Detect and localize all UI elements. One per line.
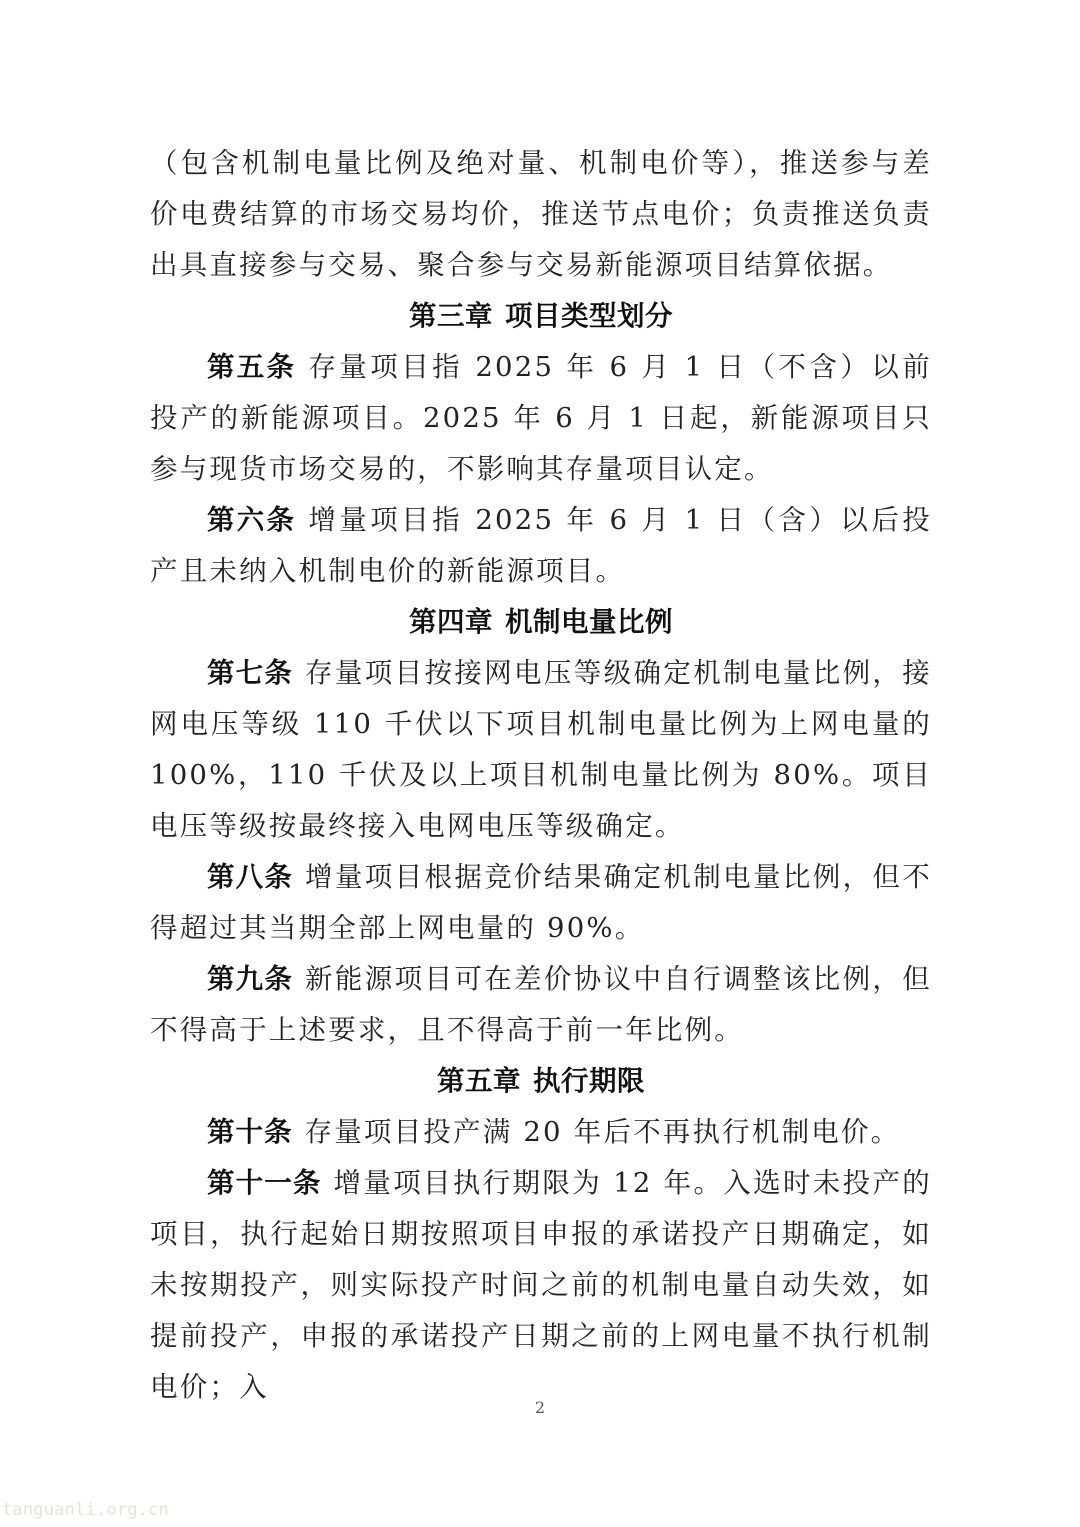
article-8 <box>150 852 932 954</box>
article-text: 存量项目投产满 20 年后不再执行机制电价。 <box>304 1116 901 1148</box>
article-10 <box>150 1107 932 1158</box>
chapter-number: 第五章 <box>437 1065 521 1097</box>
article-number: 第十条 <box>207 1116 293 1148</box>
chapter-title: 机制电量比例 <box>505 606 673 638</box>
article-number: 第七条 <box>207 657 293 689</box>
article-text: 新能源项目可在差价协议中自行调整该比例，但不得高于上述要求，且不得高于前一年比例。 <box>150 963 932 1046</box>
chapter-title: 执行期限 <box>533 1065 645 1097</box>
article-7 <box>150 648 932 852</box>
article-text: 增量项目执行期限为 12 年。入选时未投产的项目，执行起始日期按照项目申报的承诺投产日期确定，如未按期投产，则实际投产时间之前的机制电量自动失效，如提前投产，申报的承诺投产日期之前的上网电量不执行机制电价；入 <box>150 1167 933 1403</box>
article-text: 增量项目指 2025 年 6 月 1 日（含）以后投产且未纳入机制电价的新能源项目。 <box>150 504 932 587</box>
article-number: 第六条 <box>207 504 297 536</box>
article-text: 存量项目指 2025 年 6 月 1 日（不含）以前投产的新能源项目。2025 年 6 月 1 日起，新能源项目只参与现货市场交易的，不影响其存量项目认定。 <box>150 351 932 485</box>
article-number: 第八条 <box>207 861 293 893</box>
article-text: 增量项目根据竞价结果确定机制电量比例，但不得超过其当期全部上网电量的 90%。 <box>150 861 932 944</box>
page-number: 2 <box>534 1398 546 1417</box>
article-number: 第九条 <box>207 963 293 995</box>
article-9 <box>150 954 932 1056</box>
chapter-heading-4 <box>150 597 932 648</box>
article-6 <box>150 495 932 597</box>
article-number: 第十一条 <box>207 1167 322 1199</box>
chapter-title: 项目类型划分 <box>505 300 673 332</box>
article-text: 存量项目按接网电压等级确定机制电量比例，接网电压等级 110 千伏以下项目机制电量比例为上网电量的 100%，110 千伏及以上项目机制电量比例为 80%。项目电压等级按最终接入电网电压等级确定。 <box>150 657 932 842</box>
watermark: tanguanli.org.cn <box>2 1500 169 1520</box>
chapter-number: 第三章 <box>409 300 493 332</box>
document-page <box>150 138 932 1413</box>
article-number: 第五条 <box>207 351 297 383</box>
chapter-heading-5 <box>150 1056 932 1107</box>
continuation-paragraph: （包含机制电量比例及绝对量、机制电价等），推送参与差价电费结算的市场交易均价，推送节点电价；负责推送负责出具直接参与交易、聚合参与交易新能源项目结算依据。 <box>150 147 932 281</box>
article-5 <box>150 342 932 495</box>
chapter-number: 第四章 <box>409 606 493 638</box>
article-11 <box>150 1158 932 1413</box>
chapter-heading-3 <box>150 291 932 342</box>
